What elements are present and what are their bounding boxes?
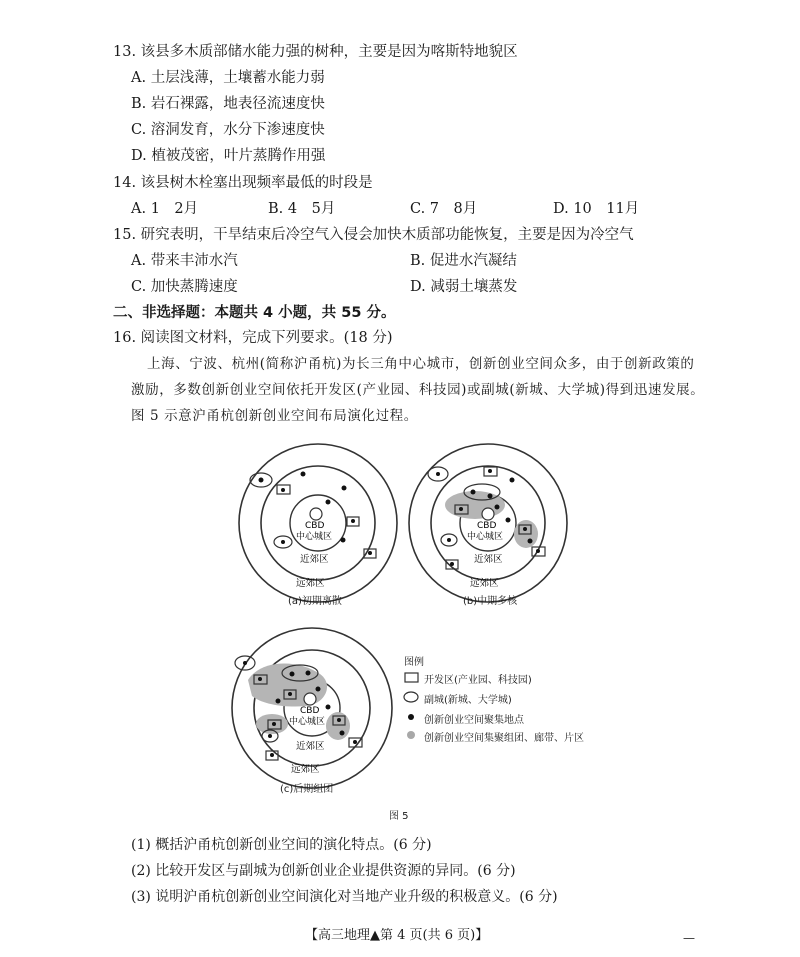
cluster-point [288,692,292,696]
cluster-point [528,539,533,544]
legend-symbols [404,673,418,739]
cluster-point [326,500,331,505]
near-suburb-label: 近郊区 [474,554,503,565]
cluster-point [353,740,357,744]
q15-option-a: A. 带来丰沛水汽 [131,253,238,269]
legend-point-symbol [408,714,414,720]
cluster-point [523,527,527,531]
cluster-point [536,549,540,553]
cluster-point [281,540,285,544]
q13-option-d: D. 植被茂密，叶片蒸腾作用强 [131,148,326,164]
cluster-point [326,705,331,710]
cbd-marker [482,508,494,520]
figure-label: 图 5 [389,811,409,822]
q16-paragraph-line-3: 图 5 示意沪甬杭创新创业空间布局演化过程。 [131,408,418,424]
q16-subquestion-2: (2) 比较开发区与副城为创新创业企业提供资源的异同。(6 分) [131,863,516,879]
cluster-point [259,478,264,483]
cluster-point [268,734,272,738]
cluster-point [258,677,262,681]
cluster-point [506,518,511,523]
q14-stem: 14. 该县树木栓塞出现频率最低的时段是 [113,175,373,191]
cluster-point [488,494,493,499]
cluster-point [243,661,247,665]
q14-option-c: C. 7 8月 [410,201,478,217]
cluster-point [272,722,276,726]
center-city-label: 中心城区 [289,717,326,727]
q14-option-b: B. 4 5月 [268,201,336,217]
q16-subquestion-3: (3) 说明沪甬杭创新创业空间演化对当地产业升级的积极意义。(6 分) [131,889,558,905]
cluster-point [510,478,515,483]
diagram-c [232,628,392,788]
cbd-marker [304,693,316,705]
cluster-point [290,672,295,677]
far-suburb-label: 远郊区 [470,578,499,589]
cluster-point [459,507,463,511]
legend-dev-zone-label: 开发区(产业园、科技园) [424,675,532,686]
q15-option-d: D. 减弱土壤蒸发 [410,279,518,295]
cluster-point [281,488,285,492]
cluster-point [316,687,321,692]
section-heading: 二、非选择题：本题共 4 小题，共 55 分。 [113,305,396,321]
near-suburb-label: 近郊区 [296,741,325,752]
cluster-point [368,551,372,555]
center-city-label: 中心城区 [296,532,333,542]
q16-paragraph-line-2: 激励，多数创新创业空间依托开发区(产业园、科技园)或副城(新城、大学城)得到迅速发展。 [131,382,705,398]
center-city-label: 中心城区 [467,532,504,542]
far-suburb-label: 远郊区 [291,764,320,775]
q15-option-c: C. 加快蒸腾速度 [131,279,238,295]
cluster-point [351,519,355,523]
legend-dev-zone-symbol [405,673,418,682]
legend-point-label: 创新创业空间聚集地点 [424,715,524,726]
legend-title: 图例 [404,657,424,668]
q16-subquestion-1: (1) 概括沪甬杭创新创业空间的演化特点。(6 分) [131,837,432,853]
cluster-point [340,731,345,736]
cluster-point [341,538,346,543]
q16-paragraph-line-1: 上海、宁波、杭州(简称沪甬杭)为长三角中心城市，创新创业空间众多，由于创新政策的 [147,356,695,372]
q16-stem: 16. 阅读图文材料，完成下列要求。(18 分) [113,330,393,346]
cluster-point [342,486,347,491]
legend-subcity-label: 副城(新城、大学城) [424,695,512,706]
caption-c: (c)后期组团 [280,784,334,795]
page-footer: 【高三地理▲第 4 页(共 6 页)】 [305,928,489,943]
cluster-point [495,505,500,510]
legend-subcity-symbol [404,692,418,702]
near-suburb-label: 近郊区 [300,554,329,565]
cluster-point [471,490,476,495]
legend-zone-symbol [407,731,415,739]
cbd-label: CBD [477,521,497,531]
corner-mark: — [683,931,695,945]
diagram-a [239,444,397,602]
cluster-point [306,671,311,676]
cluster-point [450,562,454,566]
cbd-label: CBD [300,706,320,716]
cluster-point [337,718,341,722]
q13-option-c: C. 溶洞发育，水分下渗速度快 [131,122,325,138]
cluster-point [301,472,306,477]
q15-stem: 15. 研究表明，干旱结束后冷空气入侵会加快木质部功能恢复，主要是因为冷空气 [113,227,634,243]
q13-option-a: A. 土层浅薄，土壤蓄水能力弱 [131,70,325,86]
far-suburb-label: 远郊区 [296,578,325,589]
cluster-point [276,699,281,704]
cluster-point [488,469,492,473]
q14-option-a: A. 1 2月 [131,201,199,217]
cbd-label: CBD [305,521,325,531]
cbd-marker [310,508,322,520]
cluster-point [447,538,451,542]
caption-b: (b)中期多核 [463,596,518,607]
cluster-point [436,472,440,476]
q13-option-b: B. 岩石裸露，地表径流速度快 [131,96,325,112]
caption-a: (a)初期离散 [288,596,342,607]
q15-option-b: B. 促进水汽凝结 [410,253,517,269]
diagram-b [409,444,567,602]
q14-option-d: D. 10 11月 [553,201,640,217]
legend-zone-label: 创新创业空间集聚组团、廊带、片区 [424,733,584,744]
cluster-point [270,753,274,757]
q13-stem: 13. 该县多木质部储水能力强的树种，主要是因为喀斯特地貌区 [113,44,518,60]
